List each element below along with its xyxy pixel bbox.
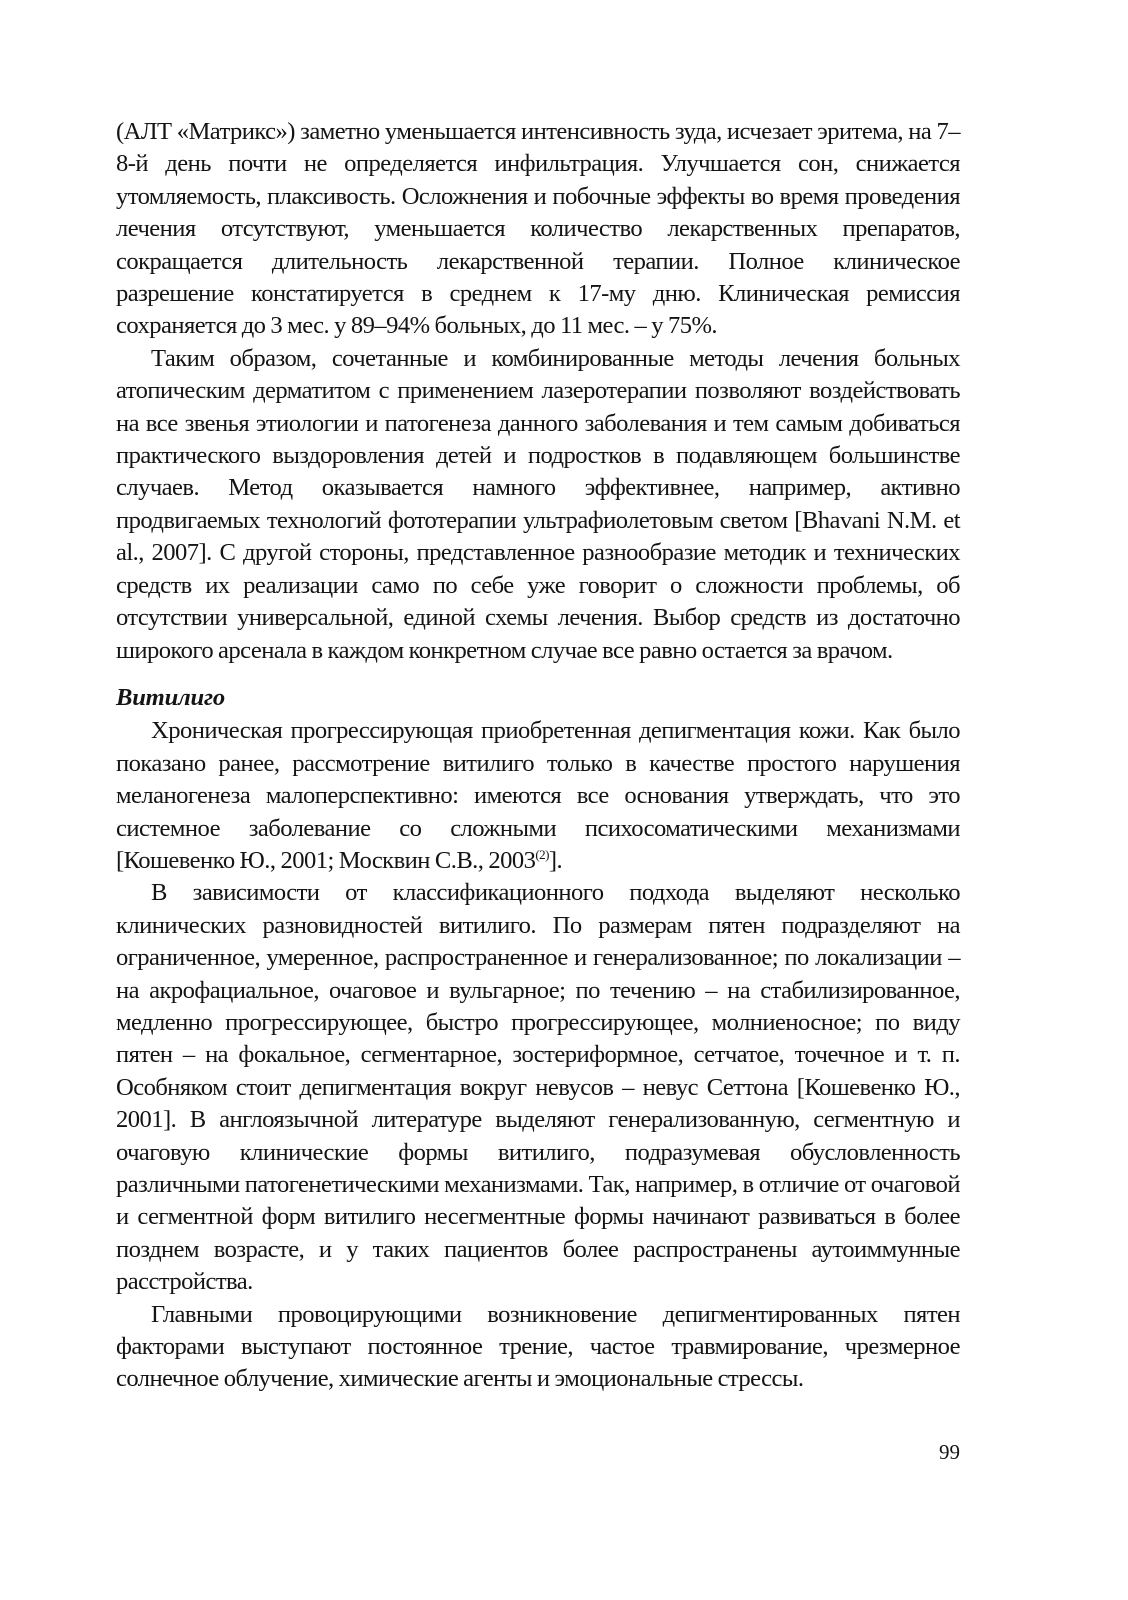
paragraph-atopic-dermatitis-conclusion: Таким образом, сочетанные и комбинированные методы лечения больных атопическим дерматитом с применением лазеротерапии позволяют воздействовать на все звенья этиологии и патогенеза данного заболевания и тем самым добиваться практического выздоровления детей и подростков в подавляющем большинстве случаев. Метод оказывается намного эффективнее, например, активно продвигаемых технологий фототерапии ультрафиолетовым светом [Bhavani N.M. et al., 2007]. С другой стороны, представленное разнообразие методик и технических средств их реализации само по себе уже говорит о сложности проблемы, об отсутствии универсальной, единой схемы лечения. Выбор средств из достаточно широкого арсенала в каждом конкретном случае все равно остается за врачом. bbox=[116, 344, 960, 664]
page-number: 99 bbox=[939, 1440, 960, 1464]
section-heading-vitiligo: Витилиго bbox=[116, 683, 225, 711]
paragraph-vitiligo-definition bbox=[116, 715, 960, 877]
page-text-column bbox=[116, 116, 960, 1396]
paragraph-vitiligo-classification: В зависимости от классификационного подхода выделяют несколько клинических разновидностей витилиго. По размерам пятен подразделяют на ограниченное, умеренное, распространенное и генерализованное; по локализации – на акрофациальное, очаговое и вульгарное; по течению – на стабилизированное, медленно прогрессирующее, быстро прогрессирующее, молниеносное; по виду пятен – на фокальное, сегментарное, зостериформное, сетчатое, точечное и т. п. Особняком стоит депигментация вокруг невусов – невус Сеттона [Кошевенко Ю., 2001]. В англоязычной литературе выделяют генерализованную, сегментную и очаговую клинические формы витилиго, подразумевая обусловленность различными патогенетическими механизмами. Так, например, в отличие от очаговой и сегментной форм витилиго несегментные формы начинают развиваться в более позднем возрасте, и у таких пациентов более распространены аутоиммунные расстройства. bbox=[116, 879, 960, 1296]
citation-superscript: (2) bbox=[535, 846, 549, 862]
paragraph-vitiligo-definition-text: Хроническая прогрессирующая приобретенная депигментация кожи. Как было показано ранее, рассмотрение витилиго только в качестве простого нарушения меланогенеза малоперспективно: имеются все основания утверждать, что это системное заболевание со сложными психосоматическими механизмами [Кошевенко Ю., 2001; Москвин С.В., 2003 bbox=[116, 717, 960, 874]
paragraph-vitiligo-provoking-factors: Главными провоцирующими возникновение депигментированных пятен факторами выступают постоянное трение, частое травмирование, чрезмерное солнечное облучение, химические агенты и эмоциональные стрессы. bbox=[116, 1300, 960, 1393]
paragraph-atopic-dermatitis-results: (АЛТ «Матрикс») заметно уменьшается интенсивность зуда, исчезает эритема, на 7–8-й день почти не определяется инфильтрация. Улучшается сон, снижается утомляемость, плаксивость. Осложнения и побочные эффекты во время проведения лечения отсутствуют, уменьшается количество лекарственных препаратов, сокращается длительность лекарственной терапии. Полное клиническое разрешение констатируется в среднем к 17-му дню. Клиническая ремиссия сохраняется до 3 мес. у 89–94% больных, до 11 мес. – у 75%. bbox=[116, 118, 960, 340]
paragraph-vitiligo-definition-end: ]. bbox=[548, 846, 563, 874]
